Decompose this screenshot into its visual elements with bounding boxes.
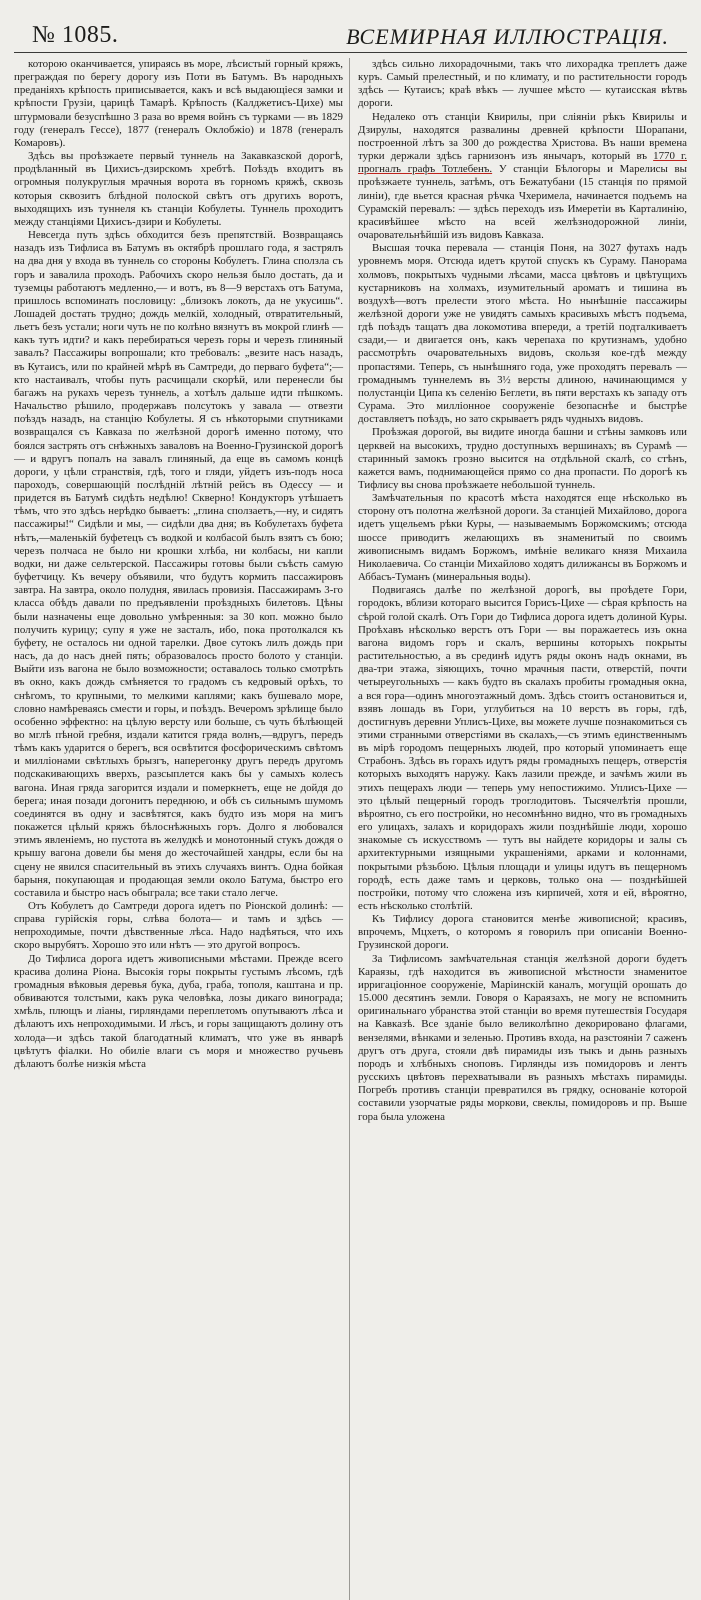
page-header: [14, 22, 687, 48]
paragraph-text: У станціи Бѣлогоры и Марелисы вы проѣзжаете туннель, затѣмъ, отъ Бежатубани (15 станція по прямой линіи), где вьется красная рѣчка Чхеримела, начинается подъемъ на Сурамскій перевалъ: — здѣсь переходъ изъ Имеретіи въ Карталинію, красивѣйшее мѣсто на всей желѣзнодорожной линіи, очаровательнѣйшій изъ видовъ Кавказа.: [358, 163, 687, 242]
paragraph: Подвигаясь далѣе по желѣзной дорогѣ, вы проѣдете Гори, городокъ, вблизи котораго высится Горисъ-Цихе — сѣрая крѣпость на сѣрой голой скалѣ. Отъ Гори до Тифлиса дорога идетъ долиной Куры. Проѣхавъ нѣсколько верстъ отъ Гори — вы поражаетесь изъ окна вагона видомъ горъ и скалъ, вершины которыхъ покрыты растительностью, а въ срединѣ идутъ ряды оконъ надъ окнами, въ два-три этажа, зіяющихъ, точно мрачныя пасти, отверстій, почти четыреугольныхъ — какъ будто въ скалахъ пробиты громадныя окна, а вся гора—одинъ многоэтажный домъ. Здѣсь стоитъ остановиться и, взявъ лошадь въ Гори, углубиться на 10 верстъ въ горы, гдѣ, достигнувъ деревни Уплисъ-Цихе, вы можете лучше познакомиться съ этими странными отверстіями въ скалахъ,—съ этимъ единственнымъ въ мірѣ городомъ пещерныхъ людей, про который упоминаетъ еще Страбонъ. Здѣсь въ горахъ идутъ ряды громадныхъ пещеръ, отверстія которыхъ выходятъ наружу. Какъ лазили прежде, и зачѣмъ жили въ этихъ пещерахъ люди — теперь уму непостижимо. Уплисъ-Цихе — это цѣлый пещерный городъ троглодитовъ. Тысячелѣтія прошли, вѣроятно, съ его постройки, но несомнѣнно видно, что въ громадныхъ его улицахъ, залахъ и коридорахъ жили позднѣйшіе люди, хорошо знакомые съ искусствомъ — тутъ вы найдете коридоры и залы съ архитектурными изящными украшеніями, арками и колоннами, покрытыми рѣзьбою. Цѣлыя площади и улицы идутъ въ пещерномъ городѣ, есть даже тамъ и церковь, только она — позднѣйшей постройки, потому что сложена изъ кирпичей, хотя и ей, вѣроятно, есть нѣсколько столѣтій.: [358, 584, 687, 912]
paragraph: Отъ Кобулетъ до Самтреди дорога идетъ по Ріонской долинѣ: — справа гурійскія горы, слѣва болота— и тамъ и здѣсь — непроходимые, почти дѣвственные лѣса. Надо надѣяться, что ихъ скоро вырубятъ. Хорошо это или нѣтъ — это другой вопросъ.: [14, 900, 343, 952]
left-column: [14, 58, 349, 1600]
journal-title: ВСЕМИРНАЯ ИЛЛЮСТРАЦІЯ.: [346, 24, 669, 49]
paragraph: Къ Тифлису дорога становится менѣе живописной; красивъ, впрочемъ, Мцхетъ, о которомъ я говорилъ при описаніи Военно-Грузинской дороги.: [358, 913, 687, 952]
paragraph: Замѣчательныя по красотѣ мѣста находятся еще нѣсколько въ сторону отъ полотна желѣзной дороги. За станціей Михайлово, дорога идетъ ущельемъ рѣки Куры, — называемымъ Боржомскимъ; отсюда шоссе приводитъ желающихъ въ знаменитый по своимъ живописнымъ видамъ Боржомъ, имѣніе великаго князя Михаила Николаевича. Со станціи Михайлово ходятъ дилижансы въ Боржомъ и Аббасъ-Туманъ (минеральныя воды).: [358, 492, 687, 584]
text-columns: [14, 58, 687, 1600]
header-rule: [14, 52, 687, 53]
paragraph: До Тифлиса дорога идетъ живописными мѣстами. Прежде всего красива долина Ріона. Высокія горы покрыты густымъ лѣсомъ, гдѣ громадныя вѣковыя деревья бука, дуба, граба, тополя, каштана и пр. обвиваются толстыми, какъ рука человѣка, лозы дикаго винограда; хмѣль, плющъ и ліаны, гирляндами переплетомъ опутываютъ лѣса и дѣлаютъ ихъ непроходимыми. И лѣсъ, и горы защищаютъ долину отъ холода—и здѣсь такой благодатный климатъ, что уже въ январѣ цвѣтутъ фіалки. Но обиліе влаги съ моря и множество ручьевъ дѣлаютъ болѣе низкія мѣста: [14, 952, 343, 1070]
paragraph-text: Недалеко отъ станціи Квирилы, при сліяніи рѣкъ Квирилы и Дзирулы, находятся развалины древней крѣпости Шорапани, построенной лѣтъ за 300 до рождества Христова. Въ наши времена турки держали здѣсь гарнизонъ изъ янычаръ, который въ: [358, 110, 687, 163]
paragraph: За Тифлисомъ замѣчательная станція желѣзной дороги будетъ Караязы, гдѣ находится въ живописной мѣстности знаменитое ирригаціонное сооруженіе, Маріинскій каналъ, могущій орошать до 15.000 десятинъ земли. Говоря о Караязахъ, не могу не вспомнить оригинальнаго убранства этой станціи во время путешествія Государя на Кавказѣ. Все зданіе было великолѣпно декорировано флагами, вензелями, вѣнками и зеленью. Противъ входа, на разстояніи 7 саженъ другъ отъ друга, стояли двѣ пирамиды изъ тыкъ и дынь разныхъ породъ и хлѣбныхъ сноповъ. Гирлянды изъ помидоровъ и лентъ русскихъ цвѣтовъ перехватывали въ разныхъ мѣстахъ пирамиды. Погребъ противъ станціи превратился въ грядку, основаніе которой составили узорчатые ряды моркови, свеклы, помидоровъ и пр. Выше гора была уложена: [358, 952, 687, 1123]
paragraph: Проѣзжая дорогой, вы видите иногда башни и стѣны замковъ или церквей на высокихъ, трудно доступныхъ вершинахъ; въ Сурамѣ — старинный замокъ грозно высится на отдѣльной скалѣ, со стѣнъ, кажется вамъ, поднимающейся прямо со дна пропасти. По дорогѣ къ Тифлису вы снова проѣзжаете небольшой туннель.: [358, 426, 687, 491]
underlined-phrase: 1770 г. прогналъ графъ Тотлебенъ.: [358, 150, 687, 176]
paragraph: [358, 111, 687, 243]
paragraph: Высшая точка перевала — станція Поня, на 3027 футахъ надъ уровнемъ моря. Отсюда идетъ крутой спускъ къ Сураму. Панорама холмовъ, покрытыхъ чудными лѣсами, масса цвѣтовъ и цвѣтущихъ кустарниковъ на холмахъ, изумительный ароматъ и тишина въ воздухѣ—вотъ прелести этого мѣста. Но нынѣшніе пассажиры желѣзной дороги уже не увидятъ самыхъ красивыхъ мѣстъ подъема, гдѣ поѣздъ тащатъ два локомотива впереди, а третій подталкиваетъ сзади,— и двигается онъ, какъ черепаха по крутизнамъ, удобно рассмотрѣть очаровательныхъ видовъ, скользя кое-гдѣ между пропастями. Теперь, съ нынѣшняго года, уже проходятъ перевалъ — громаднымъ туннелемъ въ 3½ версты длиною, начинающимся у полустанціи Ципа къ селенію Беглети, въ пяти верстахъ къ западу отъ Сурама. Это милліонное сооруженіе безопаснѣе и быстрѣе доставляетъ поѣздъ, но зато скрываетъ рядъ чудныхъ видовъ.: [358, 242, 687, 426]
right-column: [349, 58, 687, 1600]
paragraph: здѣсь сильно лихорадочными, такъ что лихорадка треплетъ даже куръ. Самый прелестный, и по климату, и по растительности городъ здѣсь — Кутаисъ; краѣ вѣкъ — лучшее мѣсто — кутаисская вѣтвь дороги.: [358, 58, 687, 110]
paragraph: Здѣсь вы проѣзжаете первый туннель на Закавказской дорогѣ, продѣланный въ Цихисъ-дзирскомъ хребтѣ. Поѣздъ входитъ въ огромныя полукруглыя мрачныя ворота въ горномъ кряжѣ, сквозь которыя сквозитъ блѣдной полоской свѣтъ отъ другихъ воротъ, выходящихъ изъ туннеля къ станціи Кобулеты. Туннель проходитъ между станціями Цихисъ-дзири и Кобулеты.: [14, 150, 343, 228]
paragraph: которою оканчивается, упираясь въ море, лѣсистый горный кряжъ, преграждая по берегу дорогу изъ Поти въ Батумъ. Въ народныхъ преданіяхъ крѣпость приписывается, какъ и всѣ выдающіеся замки и крѣпости Грузіи, царицѣ Тамарѣ. Крѣпость (Калджетисъ-Цихе) мы штурмовали безуспѣшно 3 раза во время войнъ съ турками — въ 1829 году (генералъ Гессе), 1877 (генералъ Оклобжіо) и 1878 (генералъ Комаровъ).: [14, 58, 343, 149]
paragraph: Невсегда путь здѣсь обходится безъ препятствій. Возвращаясь назадъ изъ Тифлиса въ Батумъ въ октябрѣ прошлаго года, я застрялъ на два дня у входа въ туннель со стороны Кобулетъ. Глина сползла съ горъ и завалила проходъ. Рабочихъ скоро нельзя было достать, да и туземцы работаютъ медленно,— и вотъ, въ 8—9 верстахъ отъ Батума, пришлось вспоминать пословицу: „близокъ локоть, да не укусишь“. Лошадей достать трудно; дождь мелкій, холодный, отвратительный, льетъ безъ устали; ноги чуть не по колѣно вязнутъ въ мокрой глинѣ — какъ тутъ идти? и какъ перебираться черезъ горы и черезъ глиняный завалъ? Пассажиры вопрошали; кто требовалъ: „везите насъ назадъ, въ Кутаисъ, или по крайней мѣрѣ въ Самтреди, до перваго буфета“;—кто настаивалъ, чтобы путь расчищали скорѣй, или перенесли бы багажъ на рукахъ черезъ туннель, а хотѣлъ дальше идти пѣшкомъ. Начальство рѣшило, продержавъ полсутокъ у завала — отвезти поѣздъ назадъ, на станцію Кобулеты. Я съ нѣкоторыми спутниками возвращался съ Кавказа по желѣзной дорогѣ именно потому, что боялся застрять отъ снѣжныхъ заваловъ на Военно-Грузинской дорогѣ — и вдругъ попалъ на завалъ глиняный, да еще въ самомъ концѣ дороги, у цѣли странствія, гдѣ, того и гляди, уйдетъ изъ-подъ носа пароходъ, совершающій послѣдній лѣтній рейсъ въ Одессу — и придется въ Батумѣ сидѣть недѣлю! Скверно! Кондукторъ утѣшаетъ тѣмъ, что это здѣсь нерѣдко бываетъ: „глина сползаетъ,—ну, и сидятъ пассажиры!“ Сидѣли и мы, — сидѣли два дня; въ Кобулетахъ буфета нѣтъ,—маленькій буфетецъ съ водкой и колбасой былъ взятъ съ бою; черезъ полчаса не было ни крошки хлѣба, ни колбасы, ни капли водки, ни даже сельтерской. Пассажиры готовы были съѣсть самую буфетчицу. Къ вечеру объявили, что будутъ кормить пассажировъ завтра. На завтра, около полудня, явилась провизія. Пассажирамъ 3-го класса обѣдъ давали по предъявленіи проѣздныхъ билетовъ. Цѣны были назначены еще довольно умѣренныя: за 30 коп. можно было получить курицу; супу я уже не засталъ, ибо, пока протолкался къ буфету, не осталось ни одной тарелки. Двое сутокъ лилъ дождь при насъ, да до насъ дней пять; образовалось просто болото у станціи. Выйти изъ вагона не было возможности; оставалось только смотрѣть въ окно, какъ дождь смѣняется то градомъ съ кедровый орѣхъ, то снѣгомъ, то крупными, то мелкими каплями; какъ бушевало море, словно намѣреваясь смести и горы, и поѣздъ. Вечеромъ зрѣлище было особенно эффектно: на цѣлую версту или больше, съ чуть бѣлѣющей во мглѣ пѣной гребня, издали катится гряда волнъ,—вдругъ, передъ тѣмъ какъ ударится о берегъ, вся освѣтится фосфорическимъ свѣтомъ и милліонами свѣтлыхъ брызгъ, наперегонку другъ передъ другомъ подскакивающихъ вверхъ, разсыплется какъ бы у самыхъ колесъ вагона. Иная гряда загорится издали и померкнетъ, еще не дойдя до берега; иная позади догонитъ переднюю, и обѣ съ сильнымъ шумомъ соединятся въ одну и засвѣтятся, какъ будто изъ моря на мигъ покажется цѣлый кряжъ бѣлоснѣжныхъ горъ. Долго я любовался этимъ явленіемъ, но пустота въ желудкѣ и монотонный стукъ дождя о крышу вагона довели бы меня до жесточайшей хандры, если бы на сцену не явился спасительный въ этихъ случаяхъ винтъ. Одна бойкая барыня, покупающая и продающая земли около Батума, быстро его составила и быстро насъ обыграла; все таки стало легче.: [14, 229, 343, 899]
issue-number: № 1085.: [32, 22, 119, 48]
